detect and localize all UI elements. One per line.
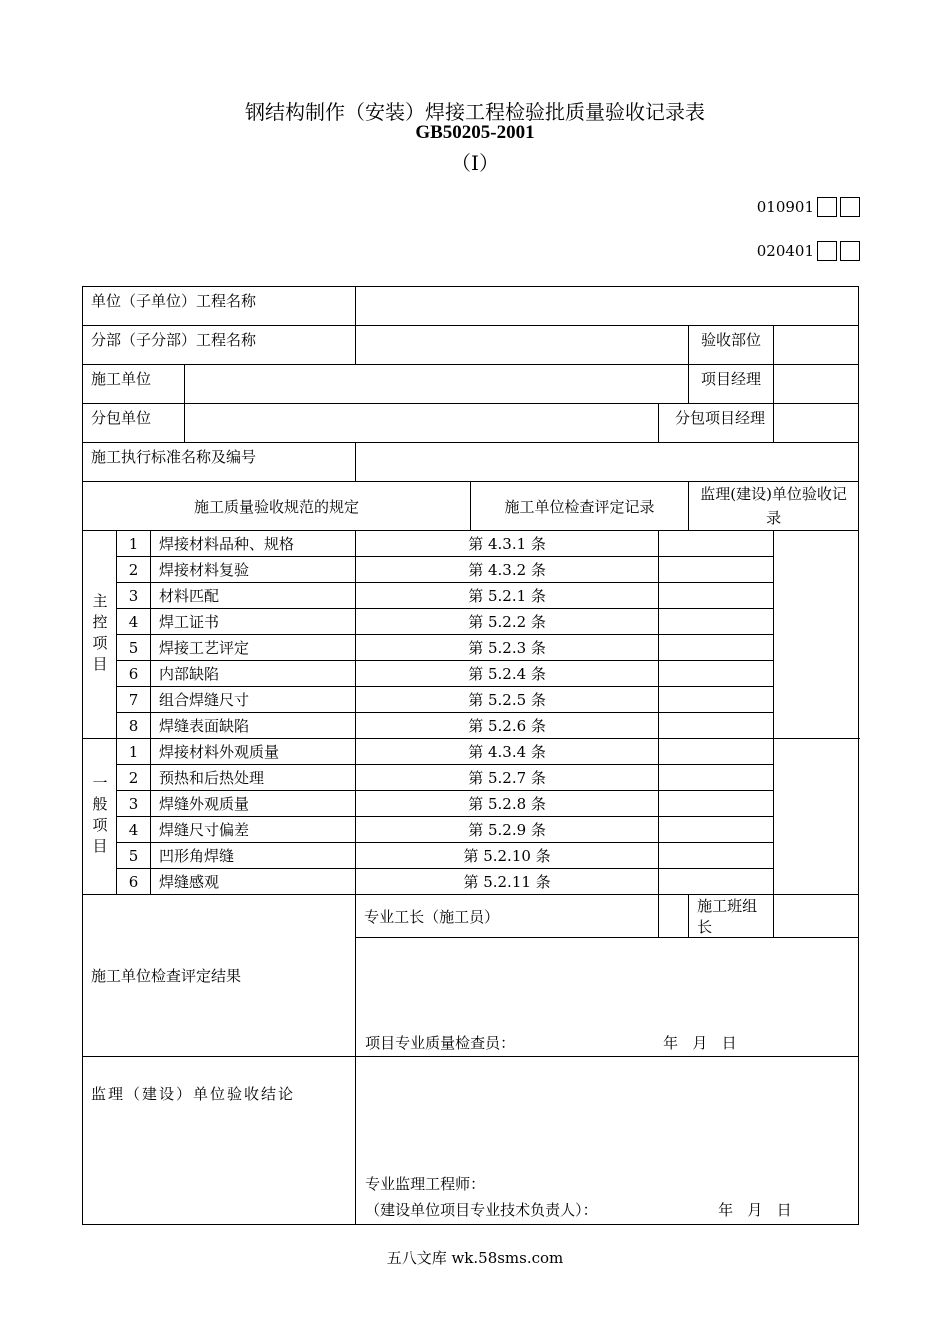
item-record-field[interactable] [659,843,774,869]
item-clause: 第 4.3.4 条 [356,739,659,765]
item-name: 焊接工艺评定 [151,635,356,661]
engineer-label: 专业监理工程师： [365,1175,486,1193]
standard-field[interactable] [356,443,859,482]
conclusion-sign-area[interactable] [356,1057,859,1225]
item-clause: 第 4.3.2 条 [356,557,659,583]
general-supervision-field[interactable] [774,739,859,895]
item-name: 焊缝外观质量 [151,791,356,817]
item-record-field[interactable] [659,817,774,843]
subcontractor-field[interactable] [185,404,659,443]
item-record-field[interactable] [659,635,774,661]
item-name: 焊工证书 [151,609,356,635]
sub-project-label: 分部（子分部）工程名称 [83,326,356,365]
result-sign-area[interactable] [356,938,859,1057]
unit-project-label: 单位（子单位）工程名称 [83,287,356,326]
acceptance-part-label: 验收部位 [689,326,774,365]
tech-lead-label: （建设单位项目专业技术负责人）： [365,1201,598,1219]
item-name: 预热和后热处理 [151,765,356,791]
item-clause: 第 5.2.8 条 [356,791,659,817]
unit-project-field[interactable] [356,287,859,326]
item-record-field[interactable] [659,661,774,687]
result-label: 施工单位检查评定结果 [83,895,356,1057]
construction-unit-field[interactable] [185,365,689,404]
form-code-1 [757,197,860,217]
foreman-field[interactable] [659,895,689,938]
item-number: 5 [117,843,151,869]
item-number: 8 [117,713,151,739]
conclusion-label: 监理（建设）单位验收结论 [83,1057,356,1225]
item-number: 4 [117,817,151,843]
item-name: 焊缝尺寸偏差 [151,817,356,843]
item-name: 材料匹配 [151,583,356,609]
team-leader-field[interactable] [774,895,859,938]
item-clause: 第 5.2.11 条 [356,869,659,895]
conclusion-date-label: 年 月 日 [718,1201,792,1219]
item-record-field[interactable] [659,739,774,765]
sub-project-manager-label: 分包项目经理 [659,404,774,443]
form-code-2 [757,241,860,261]
item-clause: 第 5.2.3 条 [356,635,659,661]
inspection-record-table [82,286,859,1225]
item-record-field[interactable] [659,765,774,791]
sub-project-manager-field[interactable] [774,404,859,443]
item-name: 焊接材料外观质量 [151,739,356,765]
item-clause: 第 5.2.7 条 [356,765,659,791]
item-clause: 第 5.2.10 条 [356,843,659,869]
code-box[interactable] [840,241,860,261]
item-clause: 第 5.2.4 条 [356,661,659,687]
item-number: 1 [117,531,151,557]
item-number: 2 [117,765,151,791]
footer-watermark: 五八文库 wk.58sms.com [386,1249,564,1267]
form-roman-numeral: （Ⅰ） [451,151,499,175]
item-clause: 第 4.3.1 条 [356,531,659,557]
code-box[interactable] [817,197,837,217]
item-record-field[interactable] [659,609,774,635]
item-name: 内部缺陷 [151,661,356,687]
code-box[interactable] [840,197,860,217]
acceptance-part-field[interactable] [774,326,859,365]
record-header: 施工单位检查评定记录 [471,482,689,531]
team-leader-label: 施工班组长 [689,895,774,938]
construction-unit-label: 施工单位 [83,365,185,404]
project-manager-label: 项目经理 [689,365,774,404]
item-number: 3 [117,791,151,817]
item-number: 7 [117,687,151,713]
form-code-number: 020401 [756,242,814,260]
item-clause: 第 5.2.1 条 [356,583,659,609]
form-code-number: 010901 [756,198,814,216]
spec-header: 施工质量验收规范的规定 [83,482,471,531]
item-record-field[interactable] [659,687,774,713]
item-number: 5 [117,635,151,661]
main-supervision-field[interactable] [774,531,859,739]
code-box[interactable] [817,241,837,261]
result-date-label: 年 月 日 [663,1034,737,1052]
item-name: 焊缝感观 [151,869,356,895]
item-record-field[interactable] [659,557,774,583]
sub-project-field[interactable] [356,326,689,365]
item-record-field[interactable] [659,713,774,739]
item-name: 焊缝表面缺陷 [151,713,356,739]
item-name: 组合焊缝尺寸 [151,687,356,713]
subcontractor-label: 分包单位 [83,404,185,443]
item-number: 1 [117,739,151,765]
item-number: 6 [117,869,151,895]
item-name: 焊接材料复验 [151,557,356,583]
standard-code-title: GB50205-2001 [415,122,535,143]
item-clause: 第 5.2.9 条 [356,817,659,843]
item-record-field[interactable] [659,583,774,609]
item-record-field[interactable] [659,869,774,895]
item-clause: 第 5.2.2 条 [356,609,659,635]
item-clause: 第 5.2.6 条 [356,713,659,739]
item-record-field[interactable] [659,531,774,557]
item-number: 3 [117,583,151,609]
item-record-field[interactable] [659,791,774,817]
item-number: 4 [117,609,151,635]
main-items-label: 主控项目 [83,531,117,739]
supervision-header: 监理(建设)单位验收记录 [689,482,859,531]
item-number: 2 [117,557,151,583]
item-clause: 第 5.2.5 条 [356,687,659,713]
standard-label: 施工执行标准名称及编号 [83,443,356,482]
foreman-label: 专业工长（施工员） [356,895,659,938]
general-items-label: 一般项目 [83,739,117,895]
inspector-label: 项目专业质量检查员： [365,1034,516,1052]
item-number: 6 [117,661,151,687]
form-title: 钢结构制作（安装）焊接工程检验批质量验收记录表 [245,100,705,124]
item-name: 焊接材料品种、规格 [151,531,356,557]
project-manager-field[interactable] [774,365,859,404]
item-name: 凹形角焊缝 [151,843,356,869]
